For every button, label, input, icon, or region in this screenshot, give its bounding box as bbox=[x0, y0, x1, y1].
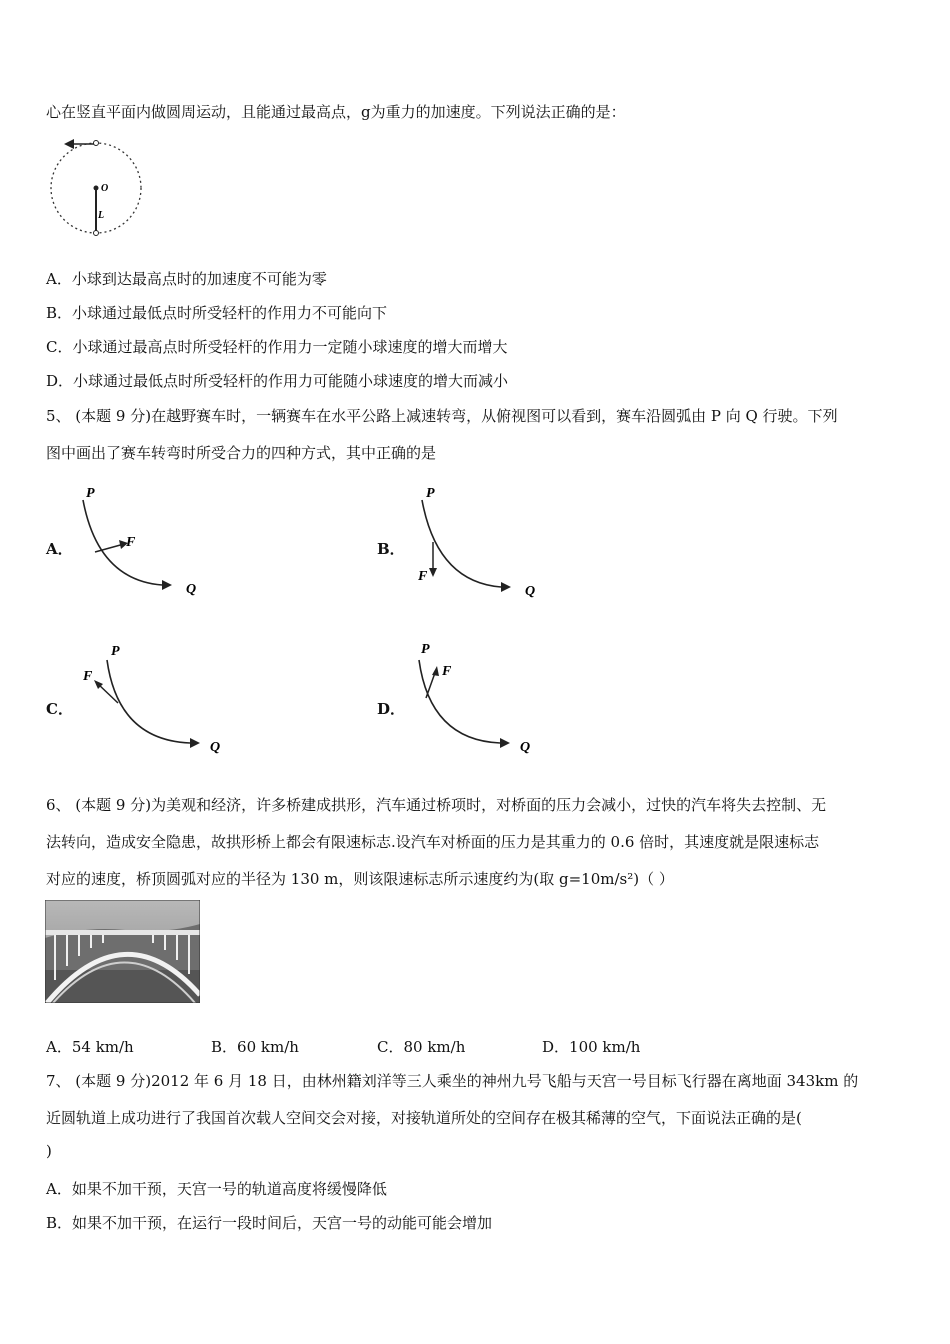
q7-option-a: A．如果不加干预，天宫一号的轨道高度将缓慢降低 bbox=[46, 1180, 387, 1198]
q6-option-d: D．100 km/h bbox=[542, 1038, 641, 1056]
q5-figure-c bbox=[80, 640, 230, 765]
q4-intro-text: 心在竖直平面内做圆周运动，且能通过最高点，g为重力的加速度。下列说法正确的是： bbox=[46, 103, 626, 121]
q5-choice-c-label: C． bbox=[46, 700, 73, 718]
curve-arrowhead bbox=[162, 580, 172, 590]
point-q-label: Q bbox=[525, 584, 536, 599]
point-p-label: P bbox=[111, 644, 120, 659]
q6-option-b: B．60 km/h bbox=[211, 1038, 299, 1056]
q5-stem-line1: 5、 (本题 9 分)在越野赛车时，一辆赛车在水平公路上减速转弯，从俯视图可以看到，赛车沿圆弧由 P 向 Q 行驶。下列 bbox=[46, 407, 838, 425]
q7-option-b: B．如果不加干预，在运行一段时间后，天宫一号的动能可能会增加 bbox=[46, 1214, 493, 1232]
point-p-label: P bbox=[421, 642, 430, 657]
curve-arrowhead bbox=[500, 738, 510, 748]
circular-motion-figure bbox=[46, 132, 146, 240]
rod-label: L bbox=[98, 210, 105, 221]
force-arrowhead bbox=[432, 666, 439, 676]
q6-stem-line2: 法转向，造成安全隐患，故拱形桥上都会有限速标志.设汽车对桥面的压力是其重力的 0.6 倍时，其速度就是限速标志 bbox=[46, 833, 820, 851]
curve-arrowhead bbox=[501, 582, 511, 592]
q7-stem-line3: ) bbox=[46, 1142, 52, 1160]
point-q-label: Q bbox=[520, 740, 531, 755]
q4-option-c: C．小球通过最高点时所受轻杆的作用力一定随小球速度的增大而增大 bbox=[46, 338, 508, 356]
q5-choice-b-label: B． bbox=[377, 540, 405, 558]
force-arrowhead bbox=[429, 568, 437, 577]
q5-stem-line2: 图中画出了赛车转弯时所受合力的四种方式，其中正确的是 bbox=[46, 444, 437, 462]
q6-stem-line3: 对应的速度，桥顶圆弧对应的半径为 130 m，则该限速标志所示速度约为(取 g=10m/s²)（ ） bbox=[46, 870, 674, 888]
q5-choice-d-label: D． bbox=[377, 700, 406, 718]
q5-figure-b bbox=[410, 480, 550, 605]
force-label: F bbox=[442, 664, 452, 679]
q5-choice-a-label: A． bbox=[46, 540, 73, 558]
q6-stem-line1: 6、 (本题 9 分)为美观和经济，许多桥建成拱形，汽车通过桥项时，对桥面的压力会减小，过快的汽车将失去控制、无 bbox=[46, 796, 827, 814]
center-point bbox=[94, 186, 99, 191]
arch-bridge-photo bbox=[45, 900, 200, 1003]
q7-stem-line1: 7、 (本题 9 分)2012 年 6 月 18 日，由林州籍刘洋等三人乘坐的神州九号飞船与天宫一号目标飞行器在离地面 343km 的 bbox=[46, 1072, 859, 1090]
q5-figure-d bbox=[410, 640, 550, 765]
q5-figure-a bbox=[72, 480, 212, 605]
curve-arrowhead bbox=[190, 738, 200, 748]
force-label: F bbox=[83, 669, 93, 684]
q6-option-c: C．80 km/h bbox=[377, 1038, 466, 1056]
force-label: F bbox=[418, 569, 428, 584]
curve-path bbox=[107, 660, 190, 743]
q6-option-a: A．54 km/h bbox=[46, 1038, 134, 1056]
center-label: O bbox=[101, 183, 109, 194]
q4-option-b: B．小球通过最低点时所受轻杆的作用力不可能向下 bbox=[46, 304, 388, 322]
curve-path bbox=[419, 660, 500, 743]
point-q-label: Q bbox=[210, 740, 221, 755]
ball-bottom bbox=[94, 231, 99, 236]
velocity-arrowhead bbox=[64, 139, 74, 149]
point-q-label: Q bbox=[186, 582, 197, 597]
force-label: F bbox=[126, 535, 136, 550]
q4-option-d: D．小球通过最低点时所受轻杆的作用力可能随小球速度的增大而减小 bbox=[46, 372, 509, 390]
q4-option-a: A．小球到达最高点时的加速度不可能为零 bbox=[46, 270, 327, 288]
point-p-label: P bbox=[86, 486, 95, 501]
ball-top bbox=[94, 141, 99, 146]
q7-stem-line2: 近圆轨道上成功进行了我国首次载人空间交会对接，对接轨道所处的空间存在极其稀薄的空气，下面说法正确的是( bbox=[46, 1109, 802, 1127]
point-p-label: P bbox=[426, 486, 435, 501]
